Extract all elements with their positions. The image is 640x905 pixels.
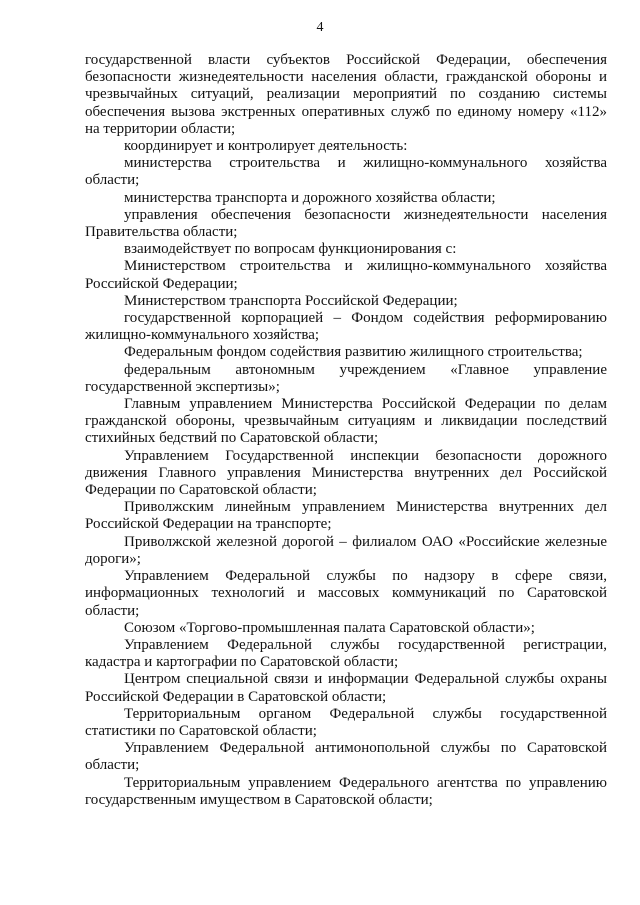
paragraph: Федеральным фондом содействия развитию жилищного строительства;: [124, 344, 583, 361]
document-body: [85, 52, 607, 809]
paragraph: Территориальным органом Федеральной службы государственной статистики по Саратовской области;: [85, 705, 607, 739]
paragraph: федеральным автономным учреждением «Главное управление государственной экспертизы»;: [85, 361, 607, 395]
paragraph: государственной корпорацией – Фондом содействия реформированию жилищно-коммунального хозяйства;: [85, 310, 607, 344]
paragraph: Министерством транспорта Российской Федерации;: [124, 292, 458, 309]
paragraph: координирует и контролирует деятельность:: [124, 138, 408, 155]
paragraph: взаимодействует по вопросам функционирования с:: [124, 241, 457, 258]
paragraph: Главным управлением Министерства Российской Федерации по делам гражданской обороны, чрезвычайным ситуациям и ликвидации последствий стихийных бедствий по Саратовской области;: [85, 396, 607, 447]
paragraph: Союзом «Торгово-промышленная палата Саратовской области»;: [124, 619, 535, 636]
paragraph: министерства строительства и жилищно-коммунального хозяйства области;: [85, 155, 607, 189]
paragraph: Центром специальной связи и информации Федеральной службы охраны Российской Федерации в Саратовской области;: [85, 671, 607, 705]
paragraph: управления обеспечения безопасности жизнедеятельности населения Правительства области;: [85, 206, 607, 241]
page-number: 4: [316, 20, 324, 35]
paragraph: Приволжским линейным управлением Министерства внутренних дел Российской Федерации на транспорте;: [85, 499, 607, 533]
paragraph: министерства транспорта и дорожного хозяйства области;: [124, 189, 496, 206]
paragraph: Управлением Федеральной службы по надзору в сфере связи, информационных технологий и массовых коммуникаций по Саратовской области;: [85, 568, 607, 619]
paragraph: Управлением Государственной инспекции безопасности дорожного движения Главного управления Министерства внутренних дел Российской Федерации по Саратовской области;: [85, 447, 607, 499]
paragraph: Управлением Федеральной службы государственной регистрации, кадастра и картографии по Саратовской области;: [85, 636, 607, 671]
paragraph: Управлением Федеральной антимонопольной службы по Саратовской области;: [85, 740, 607, 774]
paragraph: Министерством строительства и жилищно-коммунального хозяйства Российской Федерации;: [85, 258, 607, 292]
paragraph: Приволжской железной дорогой – филиалом ОАО «Российские железные дороги»;: [85, 533, 607, 567]
paragraph: государственной власти субъектов Российской Федерации, обеспечения безопасности жизнедеятельности населения области, гражданской обороны и чрезвычайных ситуаций, реализации мероприятий по созданию системы обеспечения вызова экстренных оперативных служб по единому номеру «112» на территории области;: [85, 52, 607, 137]
paragraph: Территориальным управлением Федерального агентства по управлению государственным имуществом в Саратовской области;: [85, 774, 607, 808]
